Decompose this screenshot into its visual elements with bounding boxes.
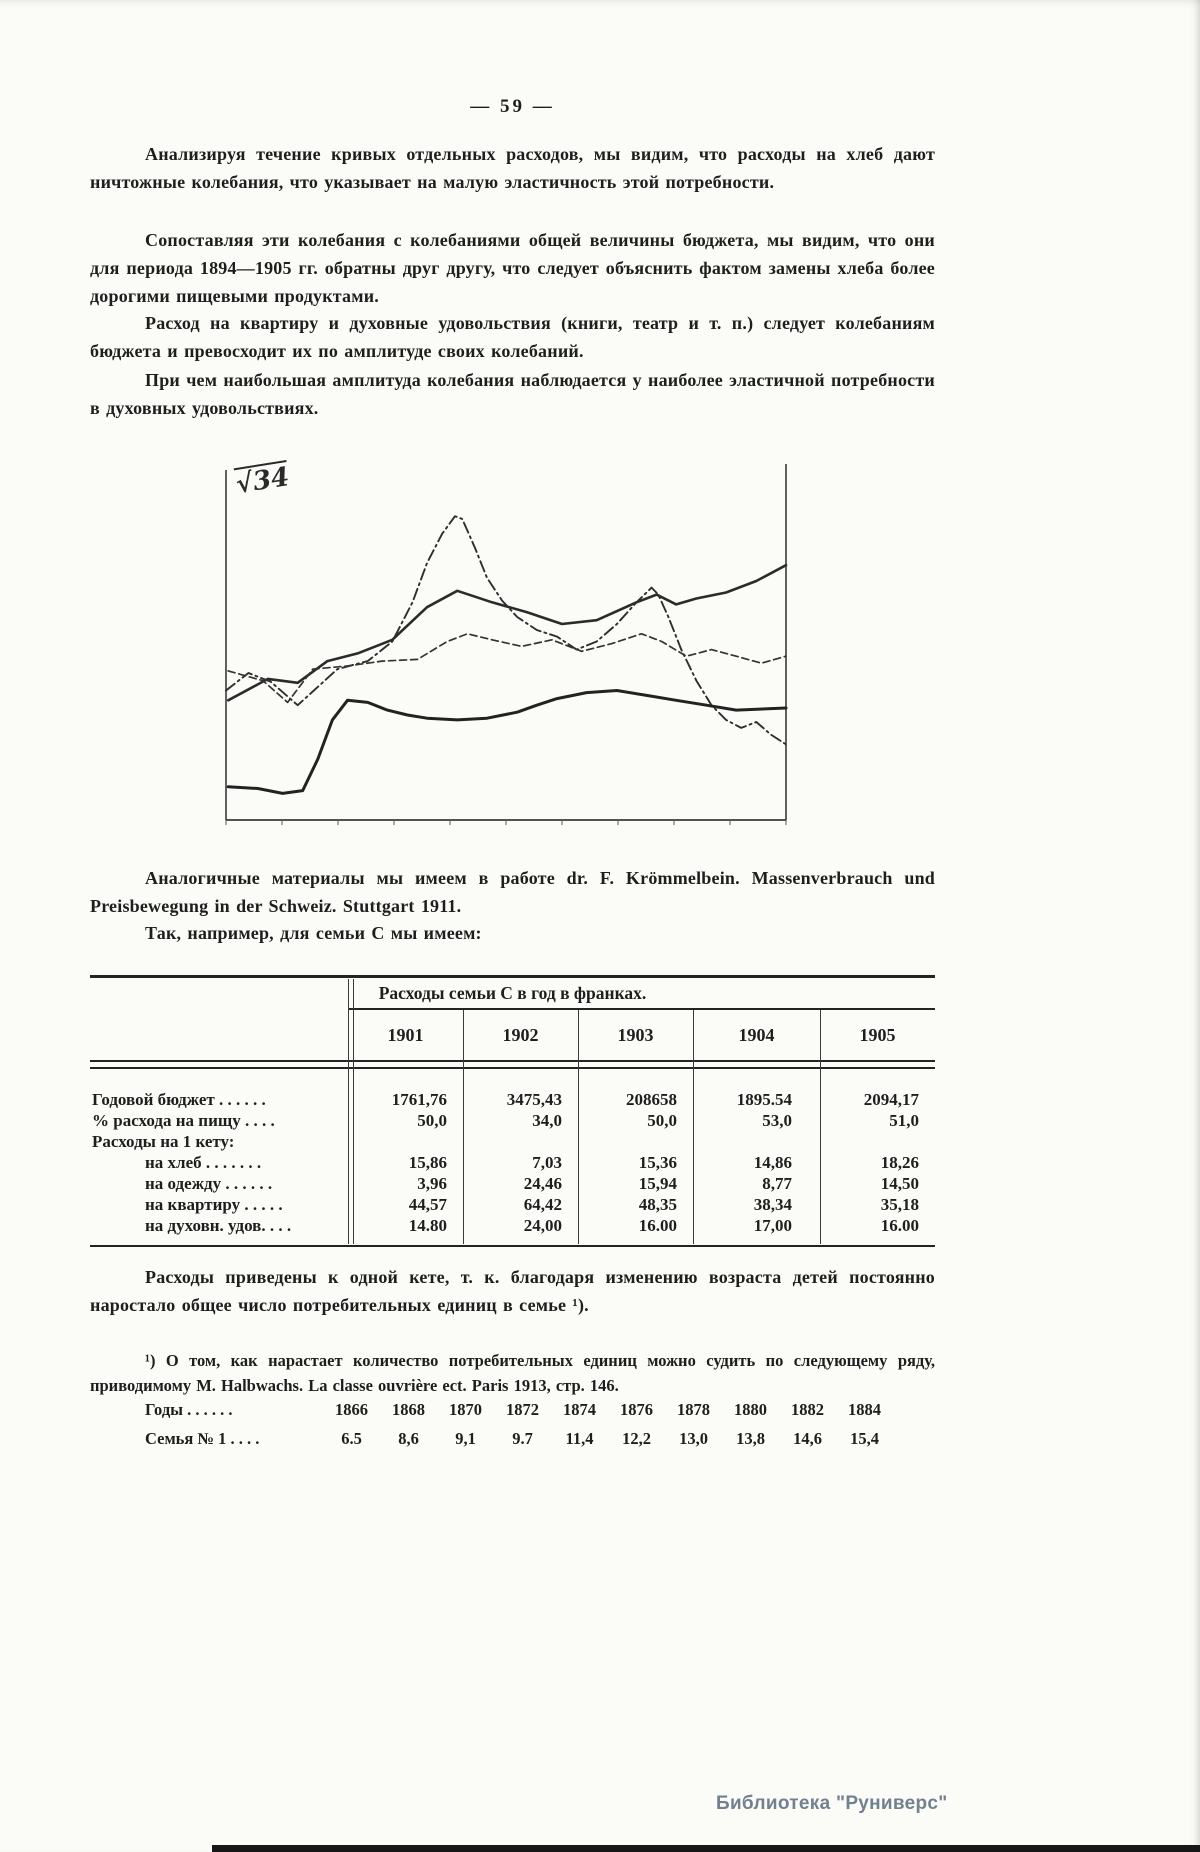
cell-value: 34,0: [532, 1111, 562, 1130]
footnote-value: 8,6: [398, 1429, 419, 1448]
table-divider-3: [693, 1010, 694, 1244]
cell-value: 8,77: [762, 1174, 792, 1193]
cell-value: 64,42: [523, 1195, 562, 1214]
table-double-rule: [90, 1060, 935, 1069]
thick-lower-curve: [228, 691, 786, 794]
footnote-year: 1876: [620, 1400, 653, 1419]
cell-value: 1761,76: [391, 1090, 447, 1109]
cell-value: 35,18: [880, 1195, 919, 1214]
paragraph-housing-spiritual: Расход на квартиру и духовные удовольствия (книги, театр и т. п.) следует колебаниям бюджета и превосходит их по амплитуде своих колебаний.: [90, 313, 935, 361]
cell-value: 50,0: [417, 1111, 447, 1130]
cell-value: 14,86: [753, 1153, 792, 1172]
footnote-family-row: [145, 1427, 935, 1451]
footnote-years-label: Годы . . . . . .: [145, 1400, 233, 1419]
footnote-year: 1872: [506, 1400, 539, 1419]
footnote-family-label: Семья № 1 . . . .: [145, 1429, 260, 1448]
table-row-housing: [90, 1194, 935, 1215]
footnote-value: 13,8: [736, 1429, 765, 1448]
footnote-year: 1870: [449, 1400, 482, 1419]
footnote-value: 15,4: [850, 1429, 879, 1448]
cell-value: 3,96: [417, 1174, 447, 1193]
row-label: на духовн. удов. . . .: [145, 1216, 292, 1235]
cell-value: 15,86: [408, 1153, 447, 1172]
cell-value: 24,00: [523, 1216, 562, 1235]
figure-chart: [220, 458, 796, 838]
footnote-year: 1874: [563, 1400, 596, 1419]
table-bottom-rule: [90, 1245, 935, 1247]
cell-value: 2094,17: [863, 1090, 919, 1109]
year-header-1905: 1905: [859, 1024, 896, 1045]
dash-dot-peak-curve: [226, 516, 786, 744]
budget-curve-bold-solid: [228, 565, 786, 700]
paragraph-amplitude: При чем наибольшая амплитуда колебания наблюдается у наиболее эластичной потребности в духовных удовольствиях.: [90, 370, 935, 418]
table-divider-1: [463, 1010, 464, 1244]
footnote-value: 13,0: [679, 1429, 708, 1448]
library-watermark: Библиотека "Руниверс": [716, 1793, 948, 1814]
row-label: % расхода на пищу . . . .: [92, 1111, 275, 1130]
paragraph-consumption-units: Расходы приведены к одной кете, т. к. благодаря изменению возраста детей постоянно наростало общее число потребительных единиц в семье ¹).: [90, 1267, 935, 1315]
footnote-years-row: [145, 1398, 935, 1422]
row-label: Расходы на 1 кету:: [92, 1132, 235, 1151]
cell-value: 53,0: [762, 1111, 792, 1130]
footnote-year: 1868: [392, 1400, 425, 1419]
cell-value: 44,57: [408, 1195, 447, 1214]
footnote-text: ¹) О том, как нарастает количество потребительных единиц можно судить по следующему ряду, приводимому M. Halbwachs. La classe ouvrière ect. Paris 1913, стр. 146.: [90, 1351, 935, 1395]
cell-value: 1895.54: [736, 1090, 792, 1109]
year-header-1903: 1903: [617, 1024, 654, 1045]
table-row-clothing: [90, 1173, 935, 1194]
figure-number-label: √34: [233, 462, 292, 500]
table-title: Расходы семьи C в год в франках.: [378, 982, 647, 1003]
cell-value: 3475,43: [506, 1090, 562, 1109]
cell-value: 24,46: [523, 1174, 562, 1193]
cell-value: 18,26: [880, 1153, 919, 1172]
footnote-value: 9,1: [455, 1429, 476, 1448]
footnote-value: 12,2: [622, 1429, 651, 1448]
footnote-value: 9.7: [512, 1429, 533, 1448]
table-body: [90, 1069, 935, 1245]
cell-value: 14,50: [880, 1174, 919, 1193]
footnote-year: 1884: [848, 1400, 881, 1419]
table-divider-2: [578, 1010, 579, 1244]
footnote-year: 1880: [734, 1400, 767, 1419]
row-label: на одежду . . . . . .: [145, 1174, 273, 1193]
figure-curves-svg: [220, 458, 796, 838]
expenses-table: [90, 975, 935, 1247]
table-row-annual-budget: [90, 1089, 935, 1110]
paragraph-kroemmelbein: Аналогичные материалы мы имеем в работе dr. F. Krömmelbein. Massenverbrauch und Preisbewegung in der Schweiz. Stuttgart 1911.: [90, 868, 935, 916]
row-label: на квартиру . . . . .: [145, 1195, 283, 1214]
footnote-value: 6.5: [341, 1429, 362, 1448]
cell-value: 7,03: [532, 1153, 562, 1172]
year-header-1904: 1904: [738, 1024, 775, 1045]
cell-value: 48,35: [638, 1195, 677, 1214]
footnote-value: 14,6: [793, 1429, 822, 1448]
footnote-value: 11,4: [565, 1429, 594, 1448]
table-row-per-unit-header: [90, 1131, 935, 1152]
row-label: на хлеб . . . . . . .: [145, 1153, 262, 1172]
cell-value: 208658: [626, 1090, 677, 1109]
year-header-1902: 1902: [502, 1024, 539, 1045]
cell-value: 15,36: [638, 1153, 677, 1172]
cell-value: 50,0: [647, 1111, 677, 1130]
page-number: — 59 —: [470, 96, 555, 117]
cell-value: 14.80: [408, 1216, 447, 1235]
paragraph-bread-elasticity: Анализируя течение кривых отдельных расходов, мы видим, что расходы на хлеб дают ничтожные колебания, что указывает на малую эластичность этой потребности.: [90, 144, 935, 192]
paragraph-family-c-intro: Так, например, для семьи C мы имеем:: [145, 923, 482, 943]
row-label: Годовой бюджет . . . . . .: [92, 1090, 266, 1109]
table-divider-labels: [348, 979, 354, 1244]
cell-value: 15,94: [638, 1174, 677, 1193]
paragraph-budget-comparison: Сопоставляя эти колебания с колебаниями общей величины бюджета, мы видим, что они для периода 1894—1905 гг. обратны друг другу, что следует объяснить фактом замены хлеба более дорогими пищевыми продуктами.: [90, 230, 935, 306]
footnote-year: 1866: [335, 1400, 368, 1419]
year-header-1901: 1901: [387, 1024, 424, 1045]
table-year-header-row: [90, 1010, 935, 1060]
table-row-bread: [90, 1152, 935, 1173]
table-row-food-percent: [90, 1110, 935, 1131]
table-row-spiritual: [90, 1215, 935, 1236]
scan-bottom-edge: [212, 1845, 1200, 1852]
cell-value: 16.00: [880, 1216, 919, 1235]
cell-value: 38,34: [753, 1195, 792, 1214]
cell-value: 17,00: [753, 1216, 792, 1235]
cell-value: 51,0: [889, 1111, 919, 1130]
cell-value: 16.00: [638, 1216, 677, 1235]
table-divider-4: [820, 1010, 821, 1244]
footnote-year: 1878: [677, 1400, 710, 1419]
footnote-year: 1882: [791, 1400, 824, 1419]
